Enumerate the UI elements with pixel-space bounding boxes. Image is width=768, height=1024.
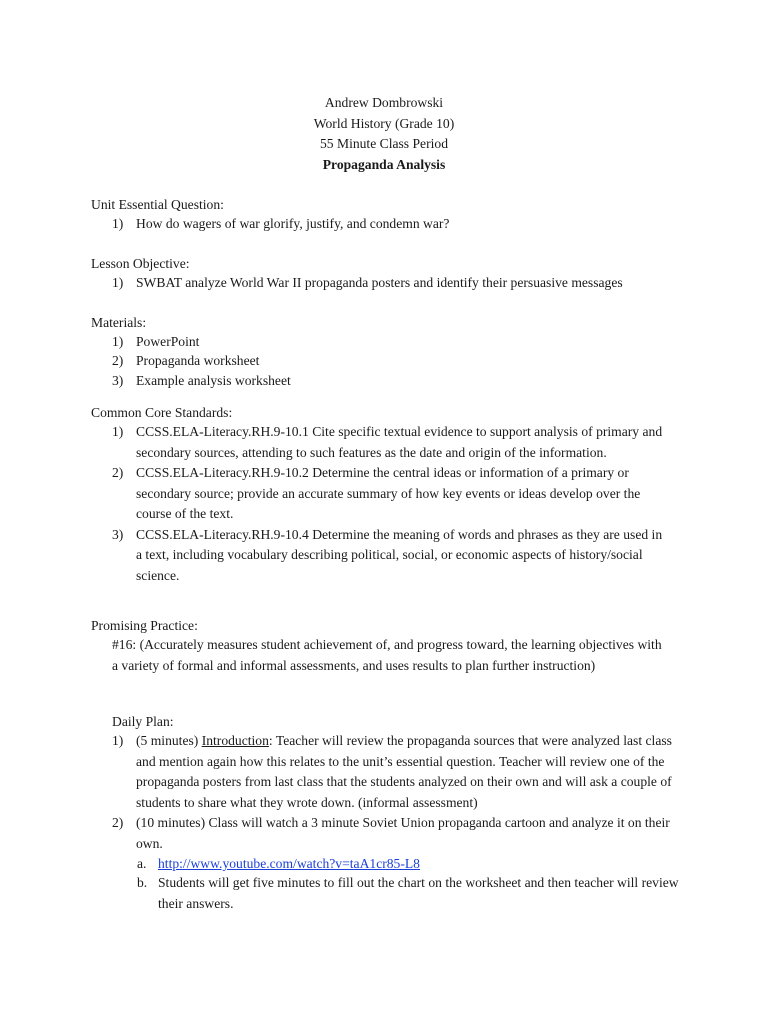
sub-list-item	[91, 854, 681, 873]
list-item	[91, 422, 669, 463]
daily-plan-section	[91, 712, 681, 914]
materials-section	[91, 313, 691, 390]
practice-section	[91, 616, 669, 676]
item-text: (10 minutes) Class will watch a 3 minute Soviet Union propaganda cartoon and analyze it on their own.	[136, 815, 670, 851]
item-text: PowerPoint	[136, 334, 200, 350]
item-text: CCSS.ELA-Literacy.RH.9-10.2 Determine the central ideas or information of a primary or secondary source; provide an accurate summary of how key events or ideas develop over the course of the text.	[136, 465, 641, 522]
objective-section	[91, 254, 691, 292]
list-item	[91, 214, 691, 233]
standards-section	[91, 403, 669, 586]
item-number: 2)	[112, 465, 124, 481]
class-period: 55 Minute Class Period	[319, 136, 448, 151]
item-number: 2)	[112, 815, 124, 831]
list-item	[91, 731, 681, 813]
section-label: Common Core Standards:	[91, 405, 233, 420]
list-item	[91, 351, 691, 370]
list-item	[91, 332, 691, 351]
item-text: Example analysis worksheet	[136, 372, 291, 388]
item-number: 1)	[112, 733, 124, 749]
item-body: : Teacher will review the propaganda sources that were analyzed last class and mention again how this relates to the unit’s essential question. Teacher will review one of the propaganda posters from last class that the students analyzed on their own and will ask a couple of students to share what they wrote down. (informal assessment)	[136, 733, 672, 810]
practice-text: #16: (Accurately measures student achievement of, and progress toward, the learning objectives with a variety of formal and informal assessments, and uses results to plan further instruction)	[112, 637, 662, 673]
sub-item-letter: b.	[137, 875, 148, 891]
item-text	[136, 731, 681, 813]
item-text: Propaganda worksheet	[136, 353, 260, 369]
item-number: 1)	[112, 216, 124, 232]
author-name: Andrew Dombrowski	[324, 95, 444, 110]
essential-question-section	[91, 195, 691, 233]
item-text: SWBAT analyze World War II propaganda posters and identify their persuasive messages	[136, 275, 623, 291]
sub-item-letter: a.	[137, 856, 147, 872]
list-item	[91, 273, 691, 292]
lesson-title: Propaganda Analysis	[322, 156, 446, 172]
section-label: Lesson Objective:	[91, 256, 190, 271]
item-heading: Introduction	[201, 733, 269, 749]
section-label: Promising Practice:	[91, 618, 198, 633]
item-number: 3)	[112, 526, 124, 542]
list-item	[91, 463, 669, 525]
youtube-link[interactable]: http://www.youtube.com/watch?v=taA1cr85-L8	[158, 856, 420, 872]
section-label: Materials:	[91, 315, 147, 330]
section-label: Daily Plan:	[112, 714, 174, 729]
list-item	[91, 371, 691, 390]
item-duration: (5 minutes)	[136, 733, 202, 749]
item-text: How do wagers of war glorify, justify, and condemn war?	[136, 216, 450, 232]
item-number: 3)	[112, 372, 124, 388]
course-name: World History (Grade 10)	[313, 115, 455, 131]
item-text: CCSS.ELA-Literacy.RH.9-10.4 Determine the meaning of words and phrases as they are used in a text, including vocabulary describing political, social, or economic aspects of history/social science.	[136, 526, 663, 583]
item-number: 2)	[112, 353, 124, 369]
item-number: 1)	[112, 334, 124, 350]
item-number: 1)	[112, 275, 124, 291]
list-item	[91, 813, 681, 854]
section-label: Unit Essential Question:	[91, 197, 224, 212]
sub-item-text: Students will get five minutes to fill out the chart on the worksheet and then teacher will review their answers.	[158, 875, 679, 911]
sub-list-item	[91, 873, 681, 914]
list-item	[91, 525, 669, 587]
item-text: CCSS.ELA-Literacy.RH.9-10.1 Cite specific textual evidence to support analysis of primary and secondary sources, attending to such features as the date and origin of the information.	[136, 424, 663, 460]
document-header	[0, 93, 768, 175]
item-number: 1)	[112, 424, 124, 440]
